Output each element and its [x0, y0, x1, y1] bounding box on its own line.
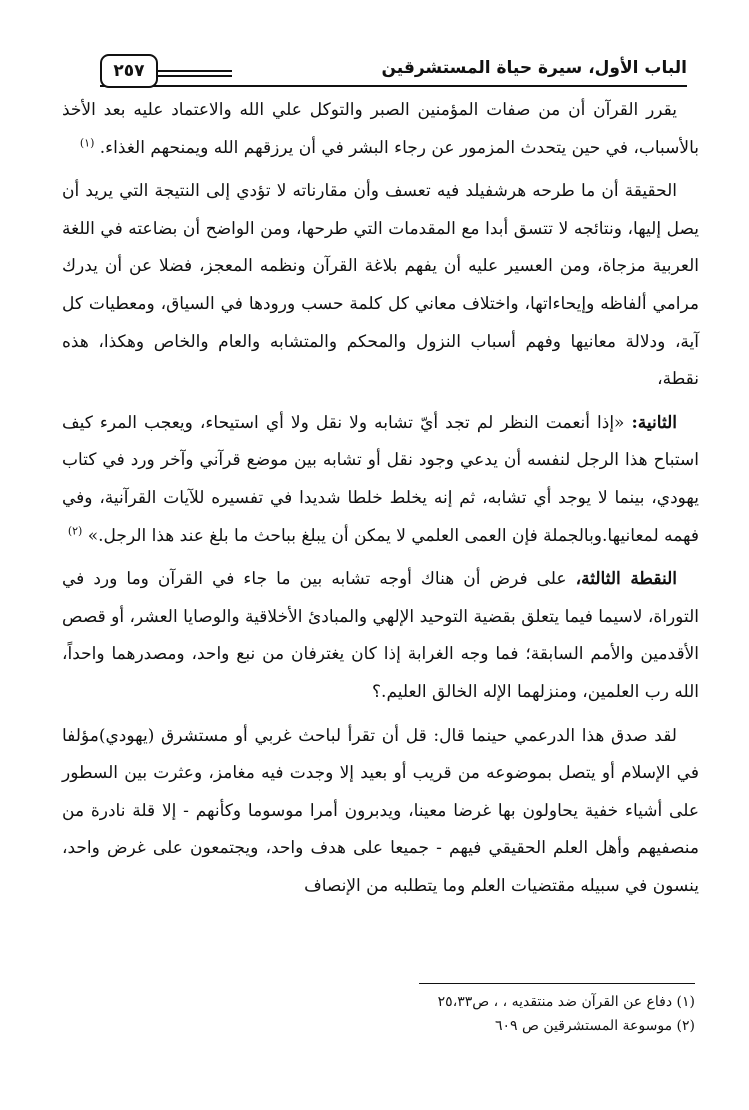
- footnotes: [95, 990, 695, 1038]
- paragraph-2-text: الحقيقة أن ما طرحه هرشفيلد فيه تعسف وأن مقارناته لا تؤدي إلى النتيجة التي يريد أن يصل إليها، ونتائجه لا تتسق أبدا مع المقدمات التي طرحها، ومن الواضح أن بضاعته في اللغة العربية مزجاة، ومن العسير عليه أن يفهم بلاغة القرآن ونظمه المعجز، فضلا عن أن يدرك مرامي ألفاظه وإيحاءاتها، واختلاف معاني كل كلمة حسب ورودها في السياق، ومعطيات كل آية، ودلالة معانيها وفهم أسباب النزول والمحكم والمتشابه والعام والخاص وهكذا، هذه نقطة،: [62, 181, 699, 390]
- paragraph-4: [62, 561, 699, 711]
- paragraph-1: [62, 92, 699, 167]
- paragraph-5: [62, 718, 699, 906]
- paragraph-4-text: على فرض أن هناك أوجه تشابه بين ما جاء في القرآن وما ورد في التوراة، لاسيما فيما يتعلق بقضية التوحيد الإلهي والمبادئ الأخلاقية والوصايا العشر، أو قصص الأقدمين والأمم السابقة؛ فما وجه الغرابة إذا كان يغترفان من نبع واحد، ومصدرهما واحداً، الله رب العلمين، ومنزلهما الإله الخالق العليم.؟: [62, 569, 699, 702]
- footnote-2: (٢) موسوعة المستشرقين ص ٦٠٩: [494, 1018, 695, 1034]
- footnote-1: (١) دفاع عن القرآن ضد منتقديه ، ، ص٢٥،٣٣: [437, 994, 695, 1010]
- footnote-ref-1: (١): [79, 135, 95, 149]
- paragraph-5-text: لقد صدق هذا الدرعمي حينما قال: قل أن تقرأ لباحث غربي أو مستشرق (يهودي)مؤلفا في الإسلام أو يتصل بموضوعه من قريب أو بعيد إلا وجدت فيه مغامز، وعثرت بين السطور على أشياء خفية يحاولون بها غرضا معينا، ويدبرون أمرا موسوما وكأنهم - إلا قلة نادرة من منصفيهم وأهل العلم الحقيقي فيهم - جميعا على هدف واحد، ويجتمعون على غرض واحد، ينسون في سبيله مقتضيات العلم وما يتطلبه من الإنصاف: [62, 725, 699, 896]
- page-header: [100, 52, 687, 92]
- header-rule: [100, 85, 687, 87]
- footnote-ref-2: (٢): [67, 523, 83, 537]
- paragraph-3: [62, 405, 699, 555]
- paragraph-2: [62, 173, 699, 399]
- running-title: الباب الأول، سيرة حياة المستشرقين: [381, 58, 687, 78]
- footnote-separator: [419, 983, 695, 984]
- paragraph-1-text: يقرر القرآن أن من صفات المؤمنين الصبر والتوكل علي الله والاعتماد عليه بعد الأخذ بالأسباب، في حين يتحدث المزمور عن رجاء البشر في أن يرزقهم الله ويمنحهم الغذاء.: [62, 100, 699, 158]
- paragraph-3-lead: الثانية:: [631, 412, 677, 433]
- paragraph-4-lead: النقطة الثالثة،: [575, 569, 678, 590]
- paragraph-3-text: «إذا أنعمت النظر لم تجد أيّ تشابه ولا نقل ولا أي استيحاء، ويعجب المرء كيف استباح هذا الرجل لنفسه أن يدعي وجود نقل أو تشابه بين موضع قرآني وآخر ورد في كتاب يهودي، بينما لا يوجد أي تشابه، ثم إنه يخلط خلطا شديدا في تفسيره للآيات القرآنية، وفي فهمه لمعانيها.وبالجملة فإن العمى العلمي لا يمكن أن يبلغ بباحث ما بلغ عند هذا الرجل.»: [62, 412, 699, 546]
- header-ornament-rule: [158, 70, 232, 77]
- page-body: [62, 92, 699, 911]
- page-number: ٢٥٧: [100, 54, 158, 88]
